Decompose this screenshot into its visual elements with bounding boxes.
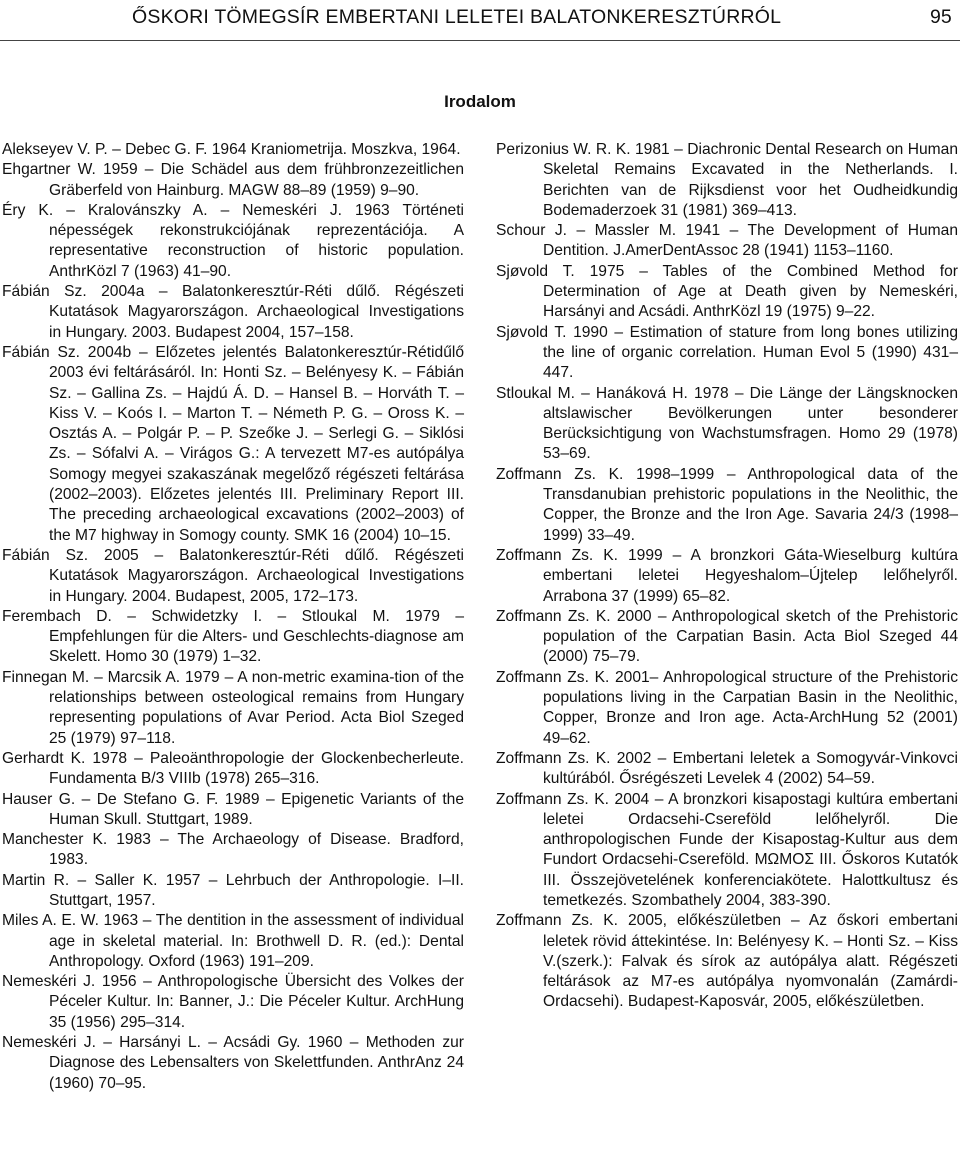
page-header bbox=[0, 0, 960, 40]
reference-entry: Zoffmann Zs. K. 2000 – Anthropological sketch of the Prehistoric population of the Carpatian Basin. Acta Biol Szeged 44 (2000) 75–79. bbox=[496, 607, 958, 666]
reference-entry: Hauser G. – De Stefano G. F. 1989 – Epigenetic Variants of the Human Skull. Stuttgart, 1989. bbox=[2, 790, 464, 828]
reference-entry: Nemeskéri J. 1956 – Anthropologische Übersicht des Volkes der Péceler Kultur. In: Banner, J.: Die Péceler Kultur. ArchHung 35 (1956) 295–314. bbox=[2, 973, 464, 1031]
reference-entry: Perizonius W. R. K. 1981 – Diachronic Dental Research on Human Skeletal Remains Excavated in the Netherlands. I. Berichten van de Rijksdienst voor het Oudheidkundig Bodemaderzoek 31 (1981) 369–413. bbox=[496, 141, 958, 219]
reference-entry: Zoffmann Zs. K. 1999 – A bronzkori Gáta-Wieselburg kultúra embertani leletei Hegyeshalom–Újtelep lelőhelyről. Arrabona 37 (1999) 65–82. bbox=[496, 546, 958, 605]
page-number: 95 bbox=[930, 6, 952, 28]
reference-entry: Finnegan M. – Marcsik A. 1979 – A non-metric examina-tion of the relationships between osteological remains from Hungary representing populations of Avar Period. Acta Biol Szeged 25 (1979) 97–118. bbox=[2, 668, 464, 747]
section-heading: Irodalom bbox=[444, 92, 516, 111]
references-right-column bbox=[496, 140, 958, 1013]
reference-entry: Gerhardt K. 1978 – Paleoänthropologie der Glockenbecherleute. Fundamenta B/3 VIIIb (1978) 265–316. bbox=[2, 749, 464, 788]
reference-entry: Miles A. E. W. 1963 – The dentition in the assessment of individual age in skeletal material. In: Brothwell D. R. (ed.): Dental Anthropology. Oxford (1963) 191–209. bbox=[2, 912, 464, 970]
reference-entry: Zoffmann Zs. K. 1998–1999 – Anthropological data of the Transdanubian prehistoric populations in the Neolithic, the Copper, the Bronze and the Iron Age. Savaria 24/3 (1998–1999) 33–49. bbox=[496, 465, 958, 544]
reference-entry: Martin R. – Saller K. 1957 – Lehrbuch der Anthropologie. I–II. Stuttgart, 1957. bbox=[2, 871, 464, 909]
reference-entry: Stloukal M. – Hanáková H. 1978 – Die Länge der Längsknocken altslawischer Bevölkerungen unter besonderer Berücksichtigung von Wachstumsfragen. Homo 29 (1978) 53–69. bbox=[496, 384, 958, 463]
header-rule bbox=[0, 40, 960, 41]
reference-entry: Manchester K. 1983 – The Archaeology of Disease. Bradford, 1983. bbox=[2, 831, 464, 869]
reference-entry: Éry K. – Kralovánszky A. – Nemeskéri J. 1963 Történeti népességek rekonstrukciójának reprezentációja. A representative reconstruction of historic population. AnthrKözl 7 (1963) 41–90. bbox=[2, 201, 464, 280]
reference-entry: Zoffmann Zs. K. 2001– Anhropological structure of the Prehistoric populations living in the Carpatian Basin in the Neolithic, Copper, Bronze and Iron age. Acta-ArchHung 52 (2001) 49–62. bbox=[496, 668, 958, 747]
reference-entry: Fábián Sz. 2004a – Balatonkeresztúr-Réti dűlő. Régészeti Kutatások Magyarországon. Archaeological Investigations in Hungary. 2003. Budapest 2004, 157–158. bbox=[2, 283, 464, 341]
reference-entry: Ehgartner W. 1959 – Die Schädel aus dem frühbronzezeitlichen Gräberfeld von Hainburg. MAGW 88–89 (1959) 9–90. bbox=[2, 161, 464, 199]
reference-entry: Zoffmann Zs. K. 2005, előkészületben – Az őskori embertani leletek rövid áttekintése. In: Belényesy K. – Honti Sz. – Kiss V.(szerk.): Falvak és sírok az autópálya alatt. Régészeti feltárások az M7-es autópálya nyomvonalán (Zamárdi-Ordacsehi). Budapest-Kaposvár, 2005, előkészületben. bbox=[496, 912, 958, 1011]
running-title: ŐSKORI TÖMEGSÍR EMBERTANI LELETEI BALATONKERESZTÚRRÓL bbox=[132, 6, 782, 28]
reference-entry: Ferembach D. – Schwidetzky I. – Stloukal M. 1979 – Empfehlungen für die Alters- und Geschlechts-diagnose am Skelett. Homo 30 (1979) 1–32. bbox=[2, 607, 464, 666]
reference-entry: Zoffmann Zs. K. 2002 – Embertani leletek a Somogyvár-Vinkovci kultúrából. Ősrégészeti Levelek 4 (2002) 54–59. bbox=[496, 749, 958, 788]
reference-entry: Sjøvold T. 1975 – Tables of the Combined Method for Determination of Age at Death given by Nemeskéri, Harsányi and Acsádi. AnthrKözl 19 (1975) 9–22. bbox=[496, 262, 958, 321]
reference-entry: Alekseyev V. P. – Debec G. F. 1964 Kraniometrija. Moszkva, 1964. bbox=[2, 141, 461, 158]
reference-entry: Fábián Sz. 2005 – Balatonkeresztúr-Réti dűlő. Régészeti Kutatások Magyarországon. Archaeological Investigations in Hungary. 2004. Budapest, 2005, 172–173. bbox=[2, 546, 464, 605]
reference-entry: Schour J. – Massler M. 1941 – The Development of Human Dentition. J.AmerDentAssoc 28 (1941) 1153–1160. bbox=[496, 222, 958, 260]
reference-entry: Nemeskéri J. – Harsányi L. – Acsádi Gy. 1960 – Methoden zur Diagnose des Lebensalters von Skelettfunden. AnthrAnz 24 (1960) 70–95. bbox=[2, 1034, 464, 1092]
reference-entry: Sjøvold T. 1990 – Estimation of stature from long bones utilizing the line of organic correlation. Human Evol 5 (1990) 431–447. bbox=[496, 323, 958, 382]
reference-entry: Fábián Sz. 2004b – Előzetes jelentés Balatonkeresztúr-Rétidűlő 2003 évi feltárásáról. In: Honti Sz. – Belényesy K. – Fábián Sz. – Gallina Zs. – Hajdú Á. D. – Hansel B. – Horváth T. – Kiss V. – Koós I. – Marton T. – Németh P. G. – Oross K. – Osztás A. – Polgár P. – P. Szeőke J. – Serlegi G. – Siklósi Zs. – Sófalvi A. – Virágos G.: A tervezett M7-es autópálya Somogy megyei szakaszának megelőző régészeti feltárása (2002–2003). Előzetes jelentés III. Preliminary Report III. The preceding archaeological excavations (2002–2003) of the M7 highway in Somogy county. SMK 16 (2004) 10–15. bbox=[2, 343, 464, 544]
references-left-column bbox=[2, 140, 464, 1094]
reference-entry: Zoffmann Zs. K. 2004 – A bronzkori kisapostagi kultúra embertani leletei Ordacsehi-Csereföld lelőhelyről. Die anthropologischen Funde der Kisapostag-Kultur aus dem Fundort Ordacsehi-Csereföld. ΜΩΜΟΣ III. Őskoros Kutatók III. Összejövetelének konferenciakötete. Halottkultusz és temetkezés. Szombathely 2004, 383-390. bbox=[496, 790, 958, 909]
